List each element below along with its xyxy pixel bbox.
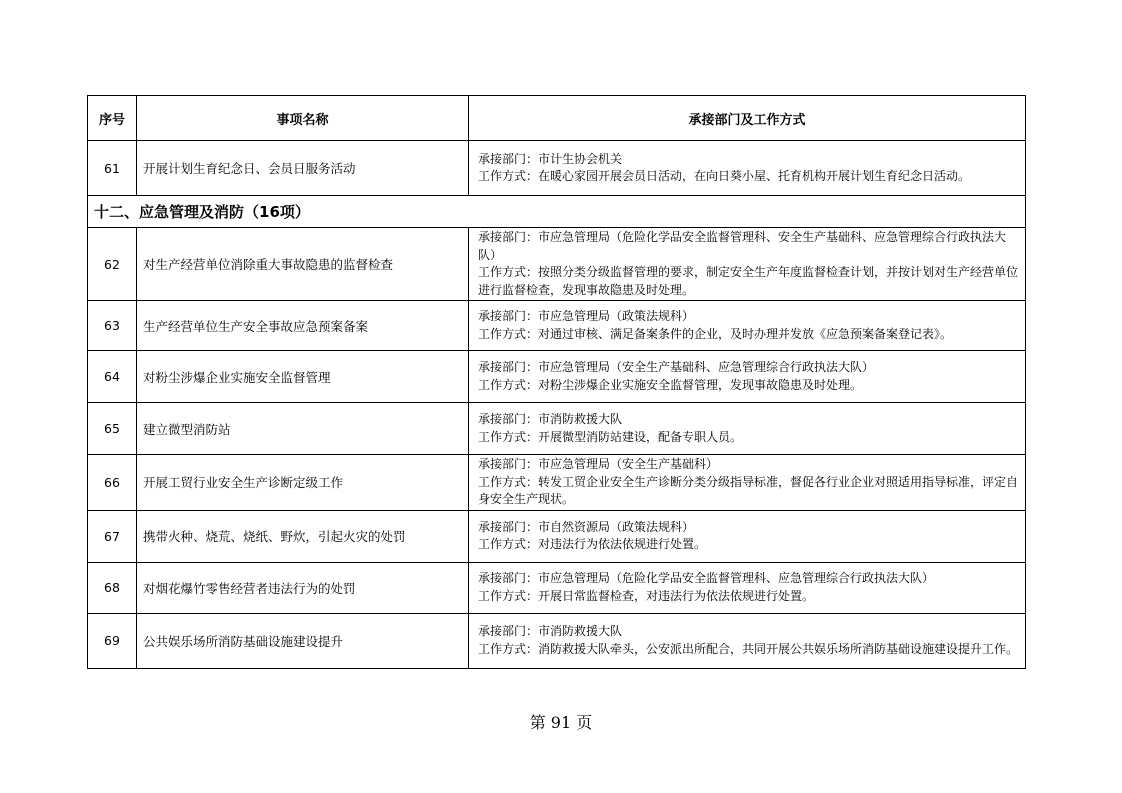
row-method: 工作方式：在暖心家园开展会员日活动，在向日葵小屋、托育机构开展计划生育纪念日活动。 [478, 169, 971, 183]
row-method: 工作方式：消防救援大队牵头，公安派出所配合，共同开展公共娱乐场所消防基础设施建设提升工作。 [478, 641, 1019, 656]
row-item-name: 对生产经营单位消除重大事故隐患的监督检查 [137, 228, 469, 301]
row-number: 61 [88, 141, 137, 196]
table-row [88, 141, 1026, 196]
row-department: 承接部门：市应急管理局（危险化学品安全监督管理科、应急管理综合行政执法大队） [478, 571, 935, 585]
row-method: 工作方式：开展微型消防站建设，配备专职人员。 [478, 429, 743, 444]
row-department-method [469, 562, 1026, 613]
row-item-name: 开展计划生育纪念日、会员日服务活动 [137, 141, 469, 196]
row-method: 工作方式：转发工贸企业安全生产诊断分类分级指导标准，督促各行业企业对照适用指导标准，评定自身安全生产现状。 [478, 474, 1019, 506]
row-number: 64 [88, 351, 137, 403]
row-department-method [469, 510, 1026, 562]
row-number: 68 [88, 562, 137, 613]
table-row [88, 228, 1026, 301]
row-number: 62 [88, 228, 137, 301]
table-row [88, 613, 1026, 668]
row-item-name: 对烟花爆竹零售经营者违法行为的处罚 [137, 562, 469, 613]
row-item-name: 携带火种、烧荒、烧纸、野炊，引起火灾的处罚 [137, 510, 469, 562]
row-item-name: 开展工贸行业安全生产诊断定级工作 [137, 455, 469, 511]
row-department-method [469, 141, 1026, 196]
header-number: 序号 [88, 96, 137, 141]
header-department-method: 承接部门及工作方式 [469, 96, 1026, 141]
row-department-method [469, 613, 1026, 668]
row-department: 承接部门：市应急管理局（政策法规科） [478, 309, 695, 323]
row-number: 67 [88, 510, 137, 562]
row-method: 工作方式：对通过审核、满足备案条件的企业，及时办理并发放《应急预案备案登记表》。 [478, 326, 953, 341]
table-row [88, 301, 1026, 351]
row-item-name: 公共娱乐场所消防基础设施建设提升 [137, 613, 469, 668]
row-department-method [469, 228, 1026, 301]
row-department-method [469, 403, 1026, 455]
row-method: 工作方式：按照分类分级监督管理的要求，制定安全生产年度监督检查计划，并按计划对生产经营单位进行监督检查，发现事故隐患及时处理。 [478, 265, 1019, 297]
table-row [88, 403, 1026, 455]
row-department: 承接部门：市计生协会机关 [478, 151, 623, 166]
row-method: 工作方式：开展日常监督检查，对违法行为依法依规进行处置。 [478, 588, 815, 603]
row-number: 69 [88, 613, 137, 668]
page-number: 第 91 页 [529, 713, 593, 732]
row-number: 65 [88, 403, 137, 455]
row-method: 工作方式：对违法行为依法依规进行处置。 [478, 537, 707, 551]
row-department: 承接部门：市应急管理局（安全生产基础科） [478, 457, 719, 471]
matters-table [87, 95, 1026, 669]
row-item-name: 建立微型消防站 [137, 403, 469, 455]
table-row [88, 455, 1026, 511]
header-item-name: 事项名称 [137, 96, 469, 141]
table-header-row [88, 96, 1026, 141]
table-row [88, 351, 1026, 403]
table-row [88, 510, 1026, 562]
row-department-method [469, 351, 1026, 403]
row-item-name: 生产经营单位生产安全事故应急预案备案 [137, 301, 469, 351]
table-row [88, 562, 1026, 613]
row-department-method [469, 455, 1026, 511]
row-department: 承接部门：市应急管理局（危险化学品安全监督管理科、安全生产基础科、应急管理综合行政执法大队） [478, 230, 1007, 262]
row-item-name: 对粉尘涉爆企业实施安全监督管理 [137, 351, 469, 403]
row-department: 承接部门：市消防救援大队 [478, 624, 623, 638]
row-number: 63 [88, 301, 137, 351]
row-method: 工作方式：对粉尘涉爆企业实施安全监督管理，发现事故隐患及时处理。 [478, 377, 863, 392]
section-row [88, 196, 1026, 228]
section-title: 十二、应急管理及消防（16项） [88, 196, 1026, 228]
row-department-method [469, 301, 1026, 351]
row-department: 承接部门：市自然资源局（政策法规科） [478, 519, 695, 534]
row-number: 66 [88, 455, 137, 511]
row-department: 承接部门：市消防救援大队 [478, 412, 623, 426]
row-department: 承接部门：市应急管理局（安全生产基础科、应急管理综合行政执法大队） [478, 360, 875, 374]
